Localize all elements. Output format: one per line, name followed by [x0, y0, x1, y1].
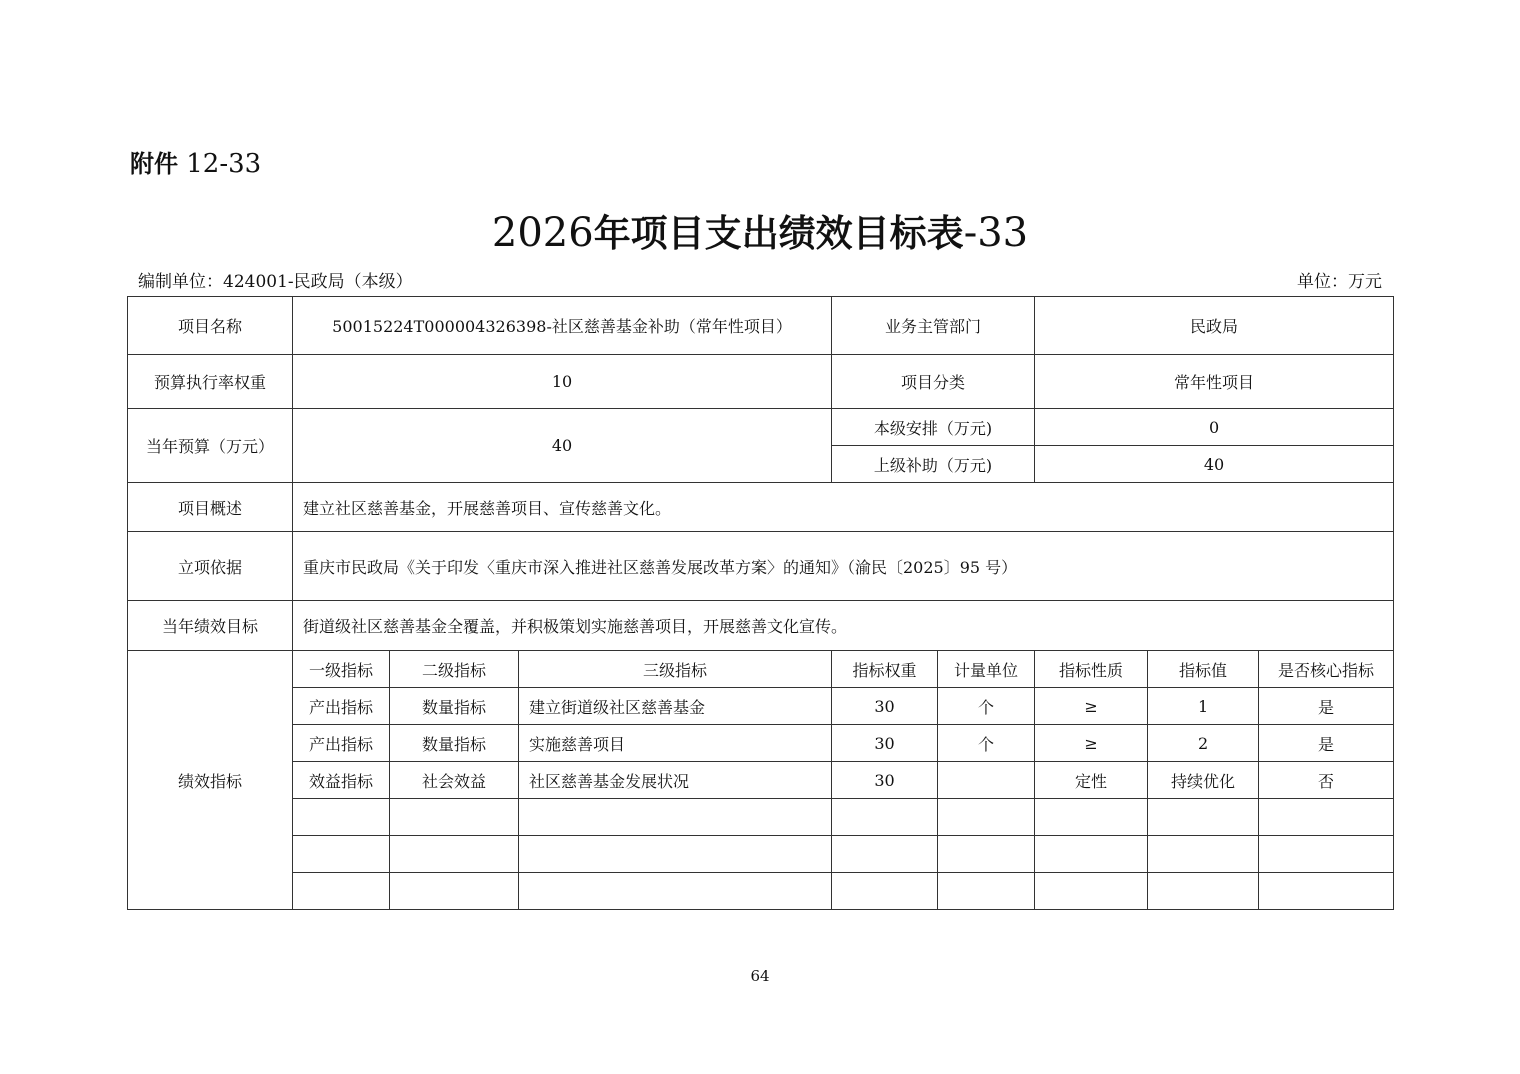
empty-cell [938, 836, 1035, 873]
indicator-weight: 30 [832, 725, 938, 762]
weight-value: 10 [293, 355, 832, 409]
empty-cell [832, 799, 938, 836]
upper-label: 上级补助（万元) [832, 446, 1035, 483]
empty-cell [1035, 836, 1148, 873]
empty-cell [519, 836, 832, 873]
indicator-value: 持续优化 [1148, 762, 1259, 799]
overview-row [128, 483, 1394, 532]
title-year: 2026 [491, 210, 594, 256]
currency-unit: 单位：万元 [1297, 272, 1382, 292]
empty-cell [519, 799, 832, 836]
indicator-nature: ≥ [1035, 725, 1148, 762]
empty-cell [390, 836, 519, 873]
goal-label: 当年绩效目标 [128, 601, 293, 651]
goal-row [128, 601, 1394, 651]
empty-cell [390, 873, 519, 910]
category-label: 项目分类 [832, 355, 1035, 409]
empty-cell [1259, 836, 1394, 873]
header-weight: 指标权重 [832, 651, 938, 688]
indicator-weight: 30 [832, 762, 938, 799]
indicator-level2: 社会效益 [390, 762, 519, 799]
overview-value: 建立社区慈善基金，开展慈善项目、宣传慈善文化。 [293, 483, 1394, 532]
attachment-label [130, 144, 261, 179]
indicator-level3: 实施慈善项目 [519, 725, 832, 762]
indicator-level3: 社区慈善基金发展状况 [519, 762, 832, 799]
indicator-unit [938, 762, 1035, 799]
header-value: 指标值 [1148, 651, 1259, 688]
goal-value: 街道级社区慈善基金全覆盖，并积极策划实施慈善项目，开展慈善文化宣传。 [293, 601, 1394, 651]
indicator-value: 2 [1148, 725, 1259, 762]
indicator-row-empty [128, 836, 1394, 873]
category-value: 常年性项目 [1035, 355, 1394, 409]
empty-cell [519, 873, 832, 910]
local-value: 0 [1035, 409, 1394, 446]
title-suffix: -33 [963, 210, 1029, 256]
header-level1: 一级指标 [293, 651, 390, 688]
budget-value: 40 [293, 409, 832, 483]
header-nature: 指标性质 [1035, 651, 1148, 688]
indicator-level3: 建立街道级社区慈善基金 [519, 688, 832, 725]
header-level2: 二级指标 [390, 651, 519, 688]
indicators-section-label: 绩效指标 [128, 651, 293, 910]
empty-cell [293, 799, 390, 836]
empty-cell [1148, 836, 1259, 873]
indicator-core: 否 [1259, 762, 1394, 799]
indicator-level1: 产出指标 [293, 725, 390, 762]
indicator-weight: 30 [832, 688, 938, 725]
indicator-row-empty [128, 799, 1394, 836]
compiling-unit: 编制单位：424001-民政局（本级） [138, 272, 413, 292]
empty-cell [832, 836, 938, 873]
empty-cell [1148, 799, 1259, 836]
weight-row [128, 355, 1394, 409]
dept-value: 民政局 [1035, 297, 1394, 355]
indicator-header-row [128, 651, 1394, 688]
attachment-prefix: 附件 [130, 150, 178, 178]
basis-row [128, 532, 1394, 601]
empty-cell [832, 873, 938, 910]
empty-cell [390, 799, 519, 836]
title-text: 年项目支出绩效目标表 [593, 212, 964, 255]
empty-cell [293, 836, 390, 873]
empty-cell [1259, 799, 1394, 836]
empty-cell [293, 873, 390, 910]
project-name-label: 项目名称 [128, 297, 293, 355]
empty-cell [938, 873, 1035, 910]
header-unit: 计量单位 [938, 651, 1035, 688]
empty-cell [1035, 799, 1148, 836]
header-level3: 三级指标 [519, 651, 832, 688]
empty-cell [1035, 873, 1148, 910]
empty-cell [1259, 873, 1394, 910]
indicator-row [128, 688, 1394, 725]
header-core: 是否核心指标 [1259, 651, 1394, 688]
weight-label: 预算执行率权重 [128, 355, 293, 409]
project-name-value: 50015224T000004326398-社区慈善基金补助（常年性项目） [293, 297, 832, 355]
page-title [0, 203, 1520, 257]
indicator-core: 是 [1259, 725, 1394, 762]
page-number: 64 [750, 967, 770, 985]
indicator-unit: 个 [938, 725, 1035, 762]
indicator-level2: 数量指标 [390, 725, 519, 762]
budget-label: 当年预算（万元） [128, 409, 293, 483]
indicator-unit: 个 [938, 688, 1035, 725]
local-label: 本级安排（万元) [832, 409, 1035, 446]
indicator-core: 是 [1259, 688, 1394, 725]
indicator-level1: 效益指标 [293, 762, 390, 799]
budget-row [128, 409, 1394, 446]
indicator-level1: 产出指标 [293, 688, 390, 725]
indicator-row-empty [128, 873, 1394, 910]
indicator-row [128, 762, 1394, 799]
empty-cell [938, 799, 1035, 836]
dept-label: 业务主管部门 [832, 297, 1035, 355]
indicator-nature: 定性 [1035, 762, 1148, 799]
indicator-level2: 数量指标 [390, 688, 519, 725]
overview-label: 项目概述 [128, 483, 293, 532]
indicator-row [128, 725, 1394, 762]
indicator-nature: ≥ [1035, 688, 1148, 725]
basis-value: 重庆市民政局《关于印发〈重庆市深入推进社区慈善发展改革方案〉的通知》（渝民〔2025〕95 号） [293, 532, 1394, 601]
empty-cell [1148, 873, 1259, 910]
project-name-row [128, 297, 1394, 355]
upper-value: 40 [1035, 446, 1394, 483]
indicator-value: 1 [1148, 688, 1259, 725]
attachment-number: 12-33 [186, 149, 262, 179]
basis-label: 立项依据 [128, 532, 293, 601]
performance-table [127, 296, 1394, 910]
